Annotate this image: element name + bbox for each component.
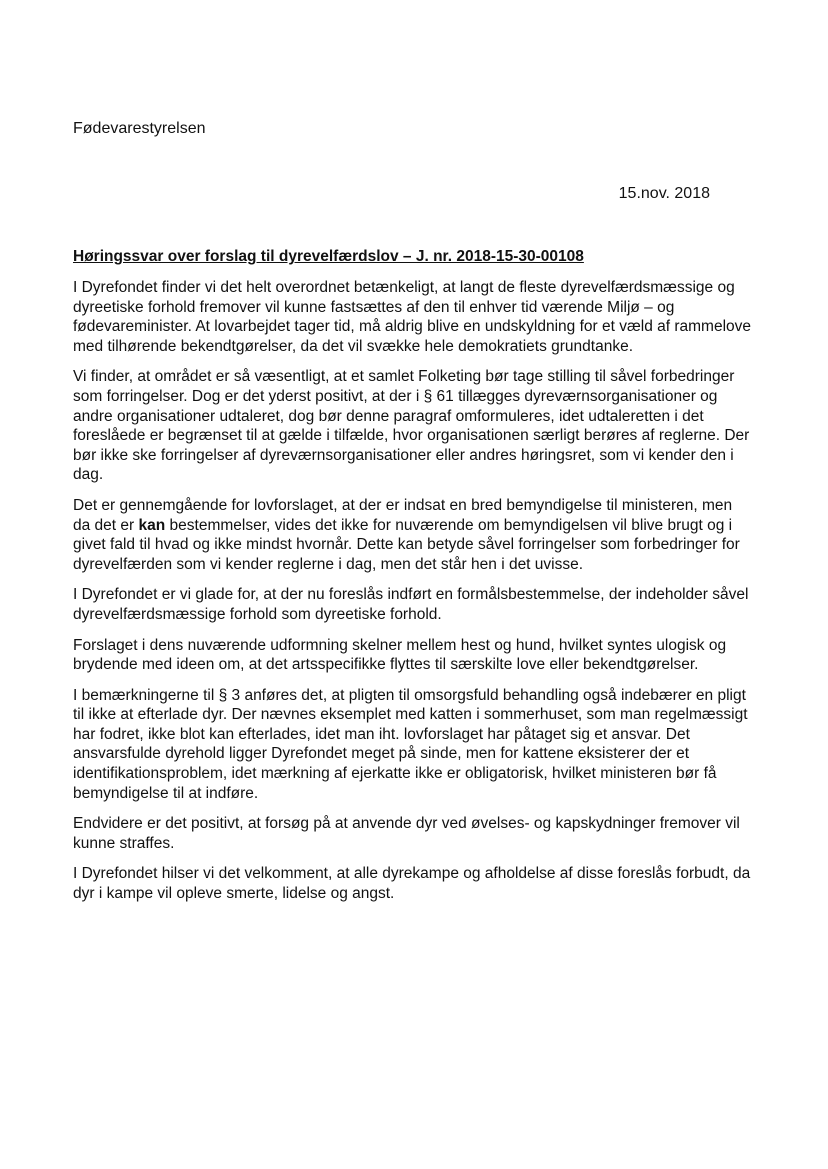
paragraph-8: I Dyrefondet hilser vi det velkomment, at alle dyrekampe og afholdelse af disse foreslås forbudt, da dyr i kampe vil opleve smerte, lidelse og angst.	[73, 865, 751, 903]
paragraph-3-start: Det er gennemgående for lovforslaget, at der er indsat en bred bemyndigelse til ministeren, men da det er	[73, 496, 733, 534]
paragraph-2: Vi finder, at området er så væsentligt, at et samlet Folketing bør tage stilling til såvel forbedringer som forringelser. Dog er det yderst positivt, at der i § 61 tillægges dyreværnsorganisationer og andre organisationer udtaleret, dog bør denne paragraf omformuleres, idet udtaleretten i det foreslåede er begrænset til at gælde i tilfælde, hvor organisationen særligt berøres af reglerne. Der bør ikke ske forringelser af dyreværnsorganisationer eller andres høringsret, som vi kender den i dag.	[73, 368, 750, 484]
paragraph-6: I bemærkningerne til § 3 anføres det, at pligten til omsorgsfuld behandling også indebærer en pligt til ikke at efterlade dyr. Der nævnes eksemplet med katten i sommerhuset, som man regelmæssigt har fodret, ikke blot kan efterlades, idet man iht. lovforslaget har påtaget sig et ansvar. Det ansvarsfulde dyrehold ligger Dyrefondet meget på sinde, men for kattene eksisterer der et identifikationsproblem, idet mærkning af ejerkatte ikke er obligatorisk, hvilket ministeren bør få bemyndigelse til at indføre.	[73, 686, 748, 802]
paragraph-3	[73, 496, 753, 574]
paragraph-3-emphasis: kan	[138, 516, 166, 534]
letter-body	[73, 278, 753, 915]
letter-date: 15.nov. 2018	[618, 185, 710, 202]
letter-heading: Høringssvar over forslag til dyrevelfærdslov – J. nr. 2018-15-30-00108	[73, 248, 584, 265]
recipient-name: Fødevarestyrelsen	[73, 120, 206, 137]
paragraph-5: Forslaget i dens nuværende udformning skelner mellem hest og hund, hvilket syntes ulogisk og brydende med ideen om, at det artsspecifikke flyttes til særskilte love eller bekendtgørelser.	[73, 636, 727, 674]
paragraph-3-end: bestemmelser, vides det ikke for nuværende om bemyndigelsen vil blive brugt og i givet fald til hvad og ikke mindst hvornår. Dette kan betyde såvel forringelser som forbedringer for dyrevelfærden som vi kender reglerne i dag, men det står hen i det uvisse.	[73, 516, 740, 573]
paragraph-1: I Dyrefondet finder vi det helt overordnet betænkeligt, at langt de fleste dyrevelfærdsmæssige og dyreetiske forhold fremover vil kunne fastsættes af den til enhver tid værende Miljø – og fødevareminister. At lovarbejdet tager tid, må aldrig blive en undskyldning for et væld af rammelove med tilhørende bekendtgørelser, da det vil svække hele demokratiets grundtanke.	[73, 279, 752, 355]
paragraph-7: Endvidere er det positivt, at forsøg på at anvende dyr ved øvelses- og kapskydninger fremover vil kunne straffes.	[73, 815, 740, 852]
paragraph-4: I Dyrefondet er vi glade for, at der nu foreslås indført en formålsbestemmelse, der indeholder såvel dyrevelfærdsmæssige forhold som dyreetiske forhold.	[73, 586, 749, 623]
